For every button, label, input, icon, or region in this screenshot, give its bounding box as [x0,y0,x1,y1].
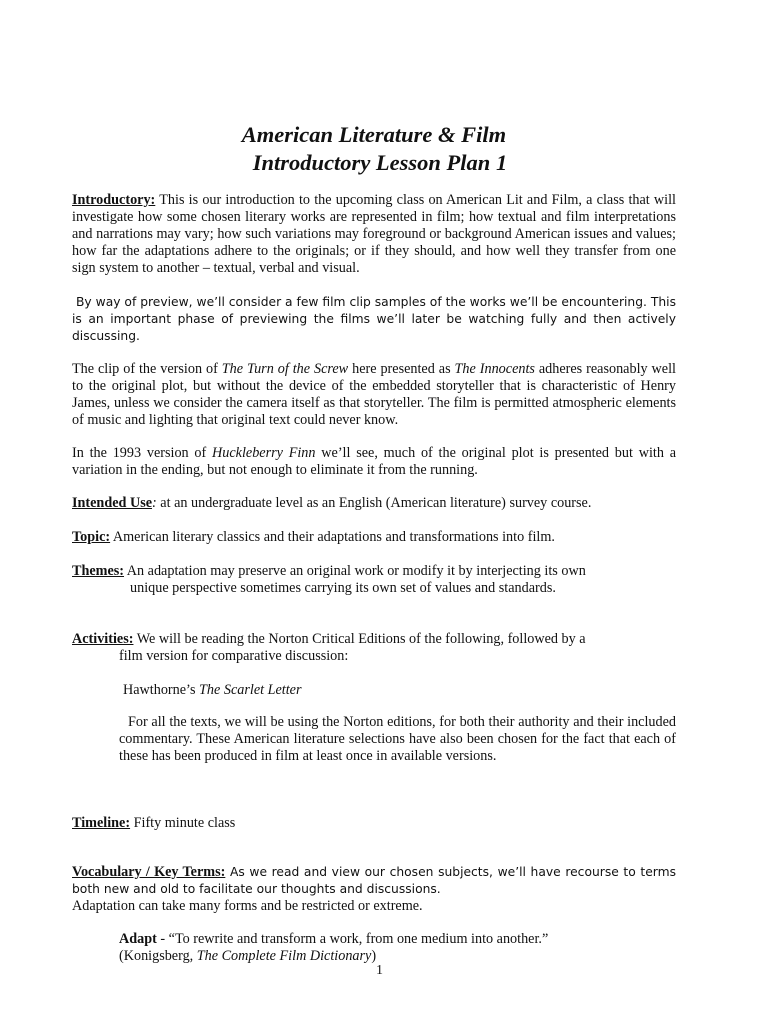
timeline-text: Fifty minute class [130,815,236,831]
huck-text-c: we’ll see, much of the original plot is presented but with a variation in the ending, but not enough to eliminate it from the running. [72,445,676,478]
page-number: 1 [376,963,383,978]
innocents-text-c: here presented as [348,361,455,377]
activities-section [72,631,676,665]
themes-section [72,563,676,597]
document-subtitle: Introductory Lesson Plan 1 [252,150,508,175]
vocabulary-text1: As we read and view our chosen subjects, we’ll have recourse to terms both new and old to facilitate our thoughts and discussions. [72,865,676,896]
preview-text: By way of preview, we’ll consider a few film clip samples of the works we’ll be encountering. This is an important phase of previewing the films we’ll later be watching fully and then actively discussing. [72,295,676,343]
activities-label: Activities: [72,631,134,647]
scarlet-letter-title: The Scarlet Letter [199,682,302,698]
intended-use-colon: : [152,495,157,511]
adapt-citation-c: ) [371,948,377,964]
topic-label: Topic: [72,529,111,545]
innocents-paragraph [72,361,676,429]
huck-text-a: In the 1993 version of [72,445,213,461]
adapt-term: Adapt [119,931,157,947]
topic-text: American literary classics and their adaptations and transformations into film. [110,529,555,545]
norton-note-text: For all the texts, we will be using the Norton editions, for both their authority and their included commentary. These American literature selections have also been chosen for the fact that each of these has been produced in film at least once in available versions. [119,714,676,764]
huckleberry-finn-title: Huckleberry Finn [212,445,316,461]
innocents-text-e: adheres reasonably well to the original plot, but without the device of the embedded storyteller that is characteristic of Henry James, unless we consider the camera itself as that storyteller. The film is permitted atmospheric elements of music and lighting that original text could never know. [72,361,676,428]
themes-label: Themes: [72,563,125,579]
activities-line1: We will be reading the Norton Critical Editions of the following, followed by a [133,631,586,647]
vocabulary-label: Vocabulary / Key Terms: [72,864,226,880]
activities-line2: film version for comparative discussion: [119,648,349,664]
innocents-text-a: The clip of the version of [72,361,222,377]
turn-of-the-screw-title: The Turn of the Screw [221,361,349,377]
book-author: Hawthorne’s [123,682,200,698]
intended-use-section [72,495,676,512]
introductory-section [72,192,676,277]
themes-line2: unique perspective sometimes carrying its own set of values and standards. [130,580,556,596]
intended-use-label: Intended Use [72,495,153,511]
adapt-definition [119,931,676,965]
adapt-citation-a: (Konigsberg, [119,948,197,964]
timeline-label: Timeline: [72,815,131,831]
huck-paragraph [72,445,676,479]
the-innocents-title: The Innocents [454,361,535,377]
introductory-label: Introductory: [72,192,156,208]
reading-list-item [72,682,676,699]
preview-paragraph [72,294,676,345]
intended-use-text: at an undergraduate level as an English (American literature) survey course. [156,495,592,511]
document-title: American Literature & Film [241,122,507,147]
topic-section [72,529,676,546]
adapt-definition-text: - “To rewrite and transform a work, from one medium into another.” [156,931,549,947]
vocabulary-section [72,864,676,915]
introductory-text: This is our introduction to the upcoming class on American Lit and Film, a class that will investigate how some chosen literary works are represented in film; how textual and film interpretations and narrations may vary; how such variations may foreground or background American issues and values; how far the adaptations adhere to the originals; or if they should, and how well they transfer from one sign system to another – textual, verbal and visual. [72,192,676,276]
film-dictionary-title: The Complete Film Dictionary [196,948,372,964]
norton-note-paragraph [119,714,676,765]
timeline-section [72,815,676,832]
themes-line1: An adaptation may preserve an original work or modify it by interjecting its own [124,563,586,579]
vocabulary-text2: Adaptation can take many forms and be restricted or extreme. [72,898,423,914]
